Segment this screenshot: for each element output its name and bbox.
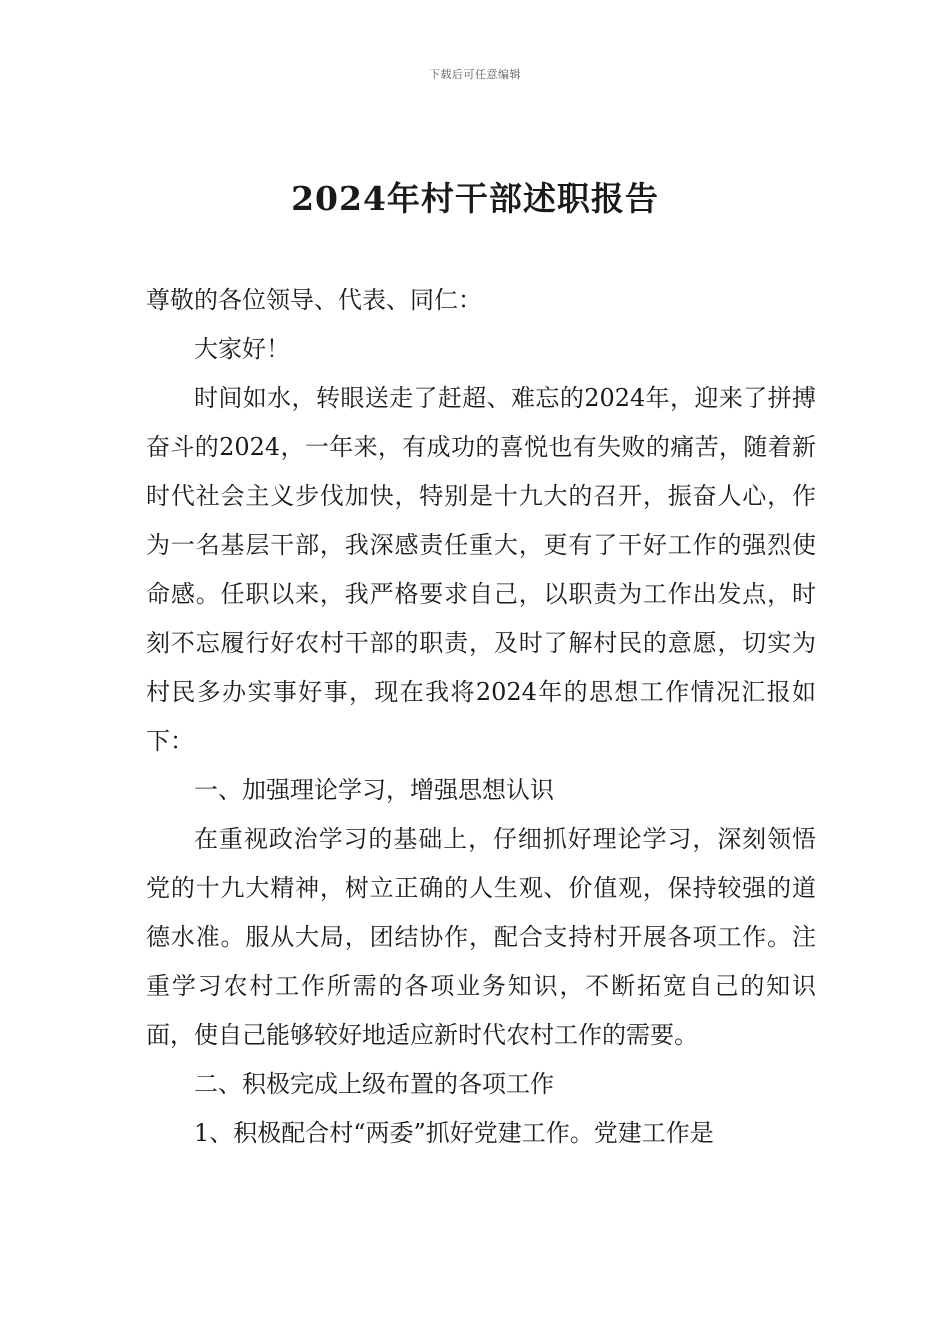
section-heading-2: 二、积极完成上级布置的各项工作 bbox=[194, 1070, 554, 1098]
paragraph-intro: 时间如水，转眼送走了赶超、难忘的2024年，迎来了拼搏奋斗的2024，一年来，有成功的喜悦也有失败的痛苦，随着新时代社会主义步伐加快，特别是十九大的召开，振奋人心，作为一名基层干部，我深感责任重大，更有了干好工作的强烈使命感。任职以来，我严格要求自己，以职责为工作出发点，时刻不忘履行好农村干部的职责，及时了解村民的意愿，切实为村民多办实事好事，现在我将2024年的思想工作情况汇报如下： bbox=[146, 384, 816, 755]
paragraph-greeting: 大家好！ bbox=[194, 335, 290, 363]
header-note: 下载后可任意编辑 bbox=[429, 68, 521, 81]
document-body bbox=[146, 276, 816, 1158]
paragraph-salutation: 尊敬的各位领导、代表、同仁： bbox=[146, 286, 482, 314]
paragraph-section-1: 在重视政治学习的基础上，仔细抓好理论学习，深刻领悟党的十九大精神，树立正确的人生观、价值观，保持较强的道德水准。服从大局，团结协作，配合支持村开展各项工作。注重学习农村工作所需的各项业务知识，不断拓宽自己的知识面，使自己能够较好地适应新时代农村工作的需要。 bbox=[146, 825, 816, 1049]
document-title: 2024年村干部述职报告 bbox=[291, 179, 659, 218]
paragraph-section-2-item-1: 1、积极配合村“两委”抓好党建工作。党建工作是 bbox=[194, 1119, 714, 1147]
section-heading-1: 一、加强理论学习，增强思想认识 bbox=[194, 776, 554, 804]
